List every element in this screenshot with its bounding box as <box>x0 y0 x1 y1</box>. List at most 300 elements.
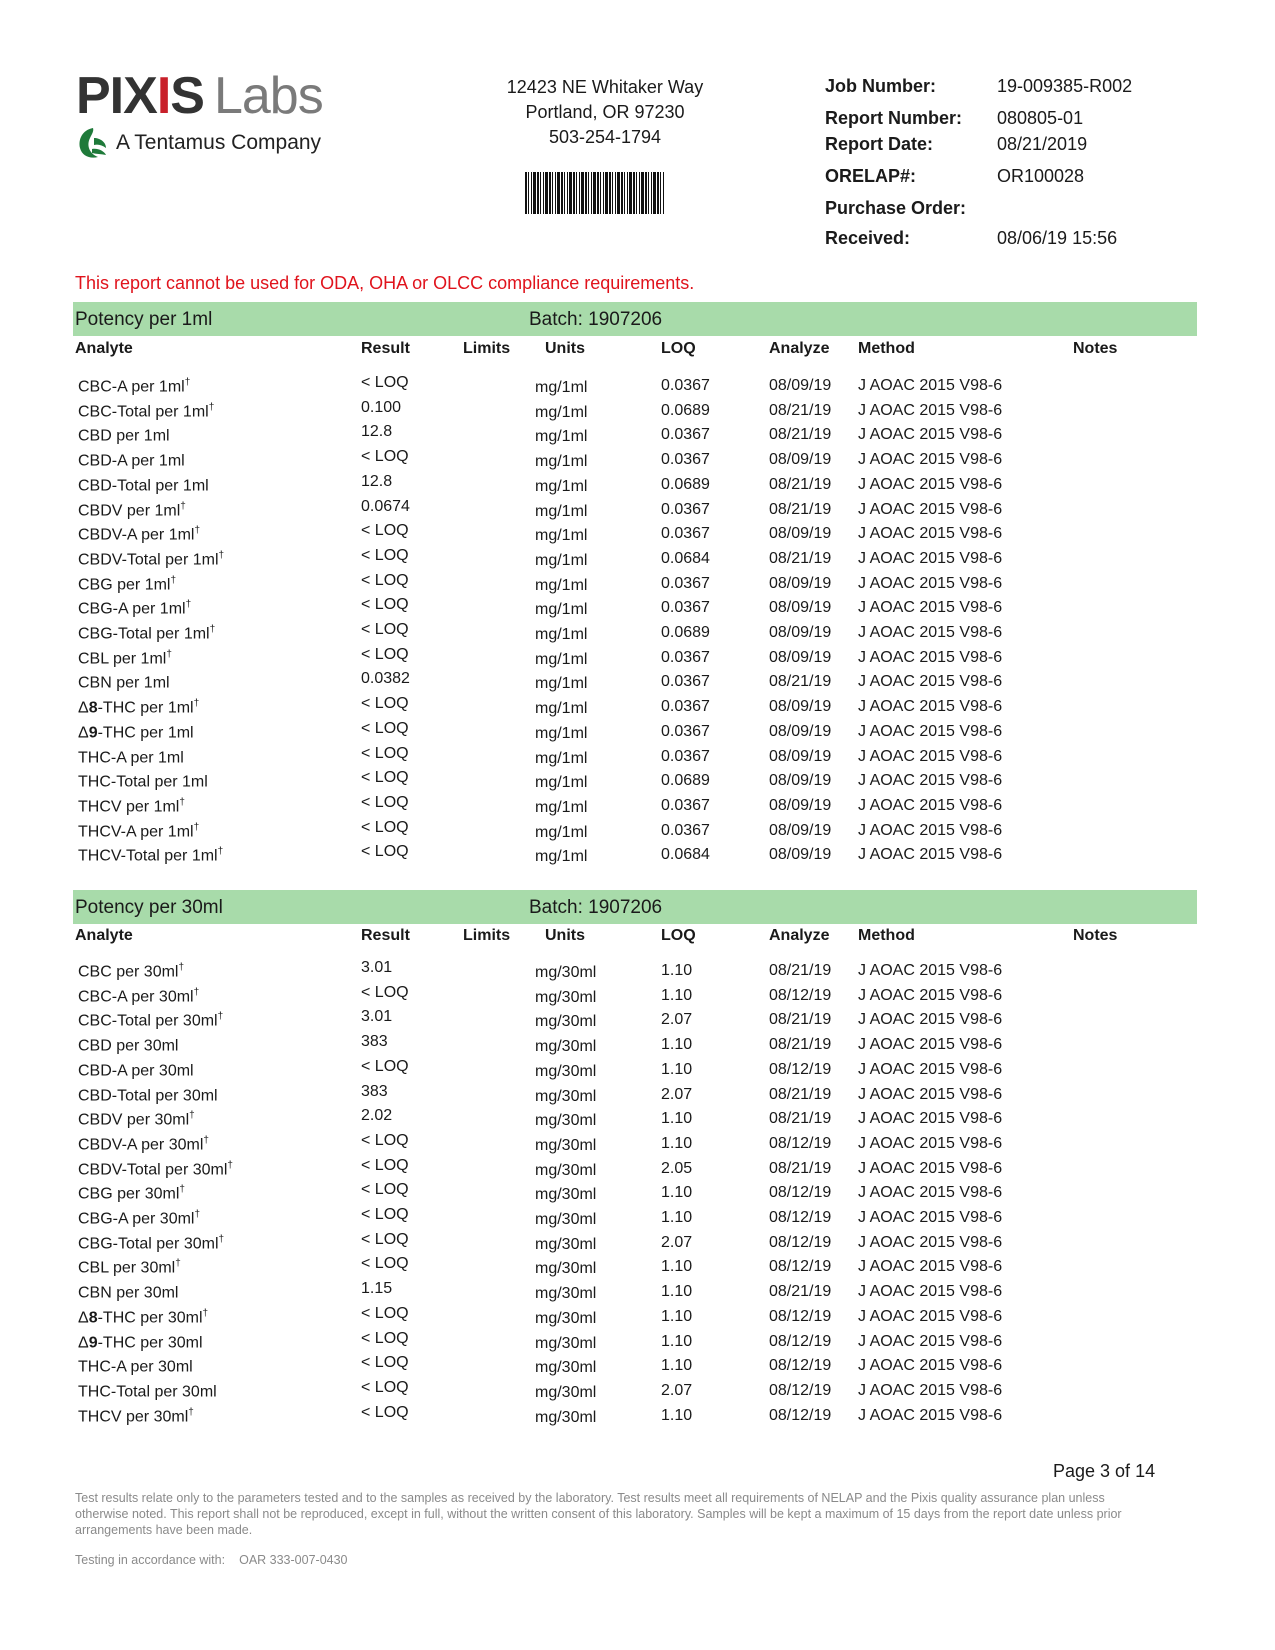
table-row <box>0 1033 1275 1060</box>
units-cell: mg/1ml <box>535 477 588 495</box>
loq-cell: 1.10 <box>661 1036 693 1054</box>
section-batch: Batch: 1907206 <box>529 897 663 918</box>
method-cell: J AOAC 2015 V98-6 <box>858 1159 1003 1177</box>
result-cell: < LOQ <box>361 1354 409 1372</box>
analyze-date-cell: 08/21/19 <box>769 1011 832 1029</box>
analyze-date-cell: 08/21/19 <box>769 549 832 567</box>
units-cell: mg/1ml <box>535 774 588 792</box>
result-cell: < LOQ <box>361 1378 409 1396</box>
loq-cell: 0.0367 <box>661 698 710 716</box>
analyze-date-cell: 08/21/19 <box>769 426 832 444</box>
method-cell: J AOAC 2015 V98-6 <box>858 1134 1003 1152</box>
result-cell: < LOQ <box>361 843 409 861</box>
col-result: Result <box>361 927 410 944</box>
result-cell: 0.100 <box>361 398 402 416</box>
result-cell: < LOQ <box>361 1181 409 1199</box>
loq-cell: 0.0367 <box>661 747 710 765</box>
col-units: Units <box>545 340 585 357</box>
address-phone: 503-254-1794 <box>548 127 662 147</box>
dagger-footnote-mark: † <box>179 796 185 808</box>
analyze-date-cell: 08/12/19 <box>769 1332 832 1350</box>
table-row <box>0 645 1275 673</box>
analyte-cell <box>78 1061 194 1080</box>
analyte-cell <box>78 1308 208 1327</box>
table-row <box>0 1181 1275 1208</box>
analyze-date-cell: 08/12/19 <box>769 1307 832 1325</box>
loq-cell: 0.0367 <box>661 722 710 740</box>
result-cell: < LOQ <box>361 1304 409 1322</box>
analyte-cell <box>78 550 224 569</box>
col-loq: LOQ <box>661 340 696 357</box>
method-cell: J AOAC 2015 V98-6 <box>858 401 1003 419</box>
dagger-footnote-mark: † <box>217 1011 224 1023</box>
units-cell: mg/1ml <box>535 626 588 643</box>
table-row <box>0 1131 1275 1159</box>
dagger-footnote-mark: † <box>188 1406 194 1418</box>
loq-cell: 1.10 <box>661 962 693 979</box>
loq-cell: 1.10 <box>661 1258 693 1276</box>
analyte-cell <box>78 1135 209 1154</box>
table-row <box>0 423 1275 450</box>
table-row <box>0 1008 1275 1035</box>
table-row <box>0 719 1275 747</box>
units-cell: mg/1ml <box>535 675 588 693</box>
result-cell: 12.8 <box>361 472 393 490</box>
table-row <box>0 472 1275 500</box>
method-cell: J AOAC 2015 V98-6 <box>858 1283 1003 1301</box>
loq-cell: 2.07 <box>661 1085 693 1103</box>
table-row <box>0 670 1275 697</box>
analyte-cell <box>78 1160 233 1179</box>
table-row <box>0 1354 1275 1381</box>
method-cell: J AOAC 2015 V98-6 <box>858 1036 1003 1054</box>
analyte-cell <box>78 1234 224 1253</box>
analyte-name: CBD-A per 30ml <box>78 1062 194 1080</box>
method-cell: J AOAC 2015 V98-6 <box>858 549 1003 567</box>
dagger-footnote-mark: † <box>194 1209 201 1220</box>
analyte-cell <box>78 426 170 445</box>
result-cell: 383 <box>361 1082 388 1100</box>
units-cell: mg/30ml <box>535 1260 597 1278</box>
units-cell: mg/30ml <box>535 1186 597 1204</box>
table-row <box>0 1378 1275 1406</box>
analyte-name: THCV per 1ml <box>78 798 180 816</box>
table-row <box>0 793 1275 821</box>
analyte-name: CBDV-A per 1ml <box>78 526 195 544</box>
analyze-date-cell: 08/12/19 <box>769 1184 832 1202</box>
loq-cell: 1.10 <box>661 1110 693 1128</box>
analyte-cell <box>78 1086 218 1105</box>
result-cell: < LOQ <box>361 1255 409 1273</box>
analyze-date-cell: 08/09/19 <box>769 377 832 394</box>
disclaimer-text: Test results relate only to the parameters tested and to the samples as received by the laboratory. Test results meet all requirements of NELAP and the Pixis quality assurance plan unless otherwise noted. This report shall not be reproduced, except in full, without the written consent of this laboratory. Samples will be kept a maximum of 15 days from the report date unless prior arrangements have been made. <box>75 1491 1122 1537</box>
analyte-name: THC-A per 1ml <box>78 748 184 766</box>
meta-orelap: ORELAP#: OR100028 <box>825 166 1085 186</box>
analyze-date-cell: 08/21/19 <box>769 962 832 979</box>
analyte-cell <box>78 962 184 981</box>
analyze-date-cell: 08/21/19 <box>769 673 832 691</box>
analyte-cell <box>78 1258 181 1277</box>
result-cell: < LOQ <box>361 1057 409 1075</box>
units-cell: mg/30ml <box>535 1408 597 1426</box>
dagger-footnote-mark: † <box>170 574 177 586</box>
table-row <box>0 571 1275 599</box>
col-loq: LOQ <box>661 927 696 944</box>
dagger-footnote-mark: † <box>193 821 200 833</box>
method-cell: J AOAC 2015 V98-6 <box>858 624 1003 641</box>
analyte-cell <box>78 1209 200 1228</box>
loq-cell: 2.07 <box>661 1381 693 1399</box>
meta-received: Received: 08/06/19 15:56 <box>825 228 1118 248</box>
units-cell: mg/30ml <box>535 1038 597 1056</box>
analyte-name: Δ9-THC per 30ml <box>78 1333 203 1351</box>
units-cell: mg/1ml <box>535 502 588 520</box>
analyze-date-cell: 08/09/19 <box>769 747 832 765</box>
analyte-name: CBN per 1ml <box>78 674 170 692</box>
table-row <box>0 596 1275 623</box>
units-cell: mg/30ml <box>535 1013 597 1031</box>
section-title: Potency per 1ml <box>75 309 213 330</box>
address-street: 12423 NE Whitaker Way <box>506 77 704 97</box>
logo-tagline-row <box>76 126 376 160</box>
table-row <box>0 1230 1275 1258</box>
analyte-cell <box>78 1333 203 1352</box>
method-cell: J AOAC 2015 V98-6 <box>858 1258 1003 1276</box>
analyte-name: Δ9-THC per 1ml <box>78 724 194 742</box>
analyte-name: CBG per 1ml <box>78 575 171 593</box>
barcode-icon <box>525 172 665 214</box>
analyze-date-cell: 08/21/19 <box>769 1110 832 1128</box>
dagger-footnote-mark: † <box>175 1258 181 1270</box>
method-cell: J AOAC 2015 V98-6 <box>858 377 1003 394</box>
analyte-name: CBN per 30ml <box>78 1284 179 1302</box>
method-cell: J AOAC 2015 V98-6 <box>858 1011 1003 1029</box>
loq-cell: 1.10 <box>661 1134 693 1152</box>
analyte-name: Δ8-THC per 1ml <box>78 699 194 717</box>
units-cell: mg/1ml <box>535 403 588 421</box>
analyte-cell <box>78 797 185 816</box>
table-row <box>0 983 1275 1011</box>
analyte-cell <box>78 575 176 594</box>
analyte-cell <box>78 772 208 791</box>
loq-cell: 0.0684 <box>661 846 710 864</box>
units-cell: mg/30ml <box>535 1161 597 1179</box>
result-cell: 0.0382 <box>361 670 410 688</box>
dagger-footnote-mark: † <box>203 1134 209 1146</box>
result-cell: < LOQ <box>361 645 409 663</box>
logo-wordmark: PIXIS Labs <box>76 67 323 125</box>
meta-report-date: Report Date: 08/21/2019 <box>825 134 1088 154</box>
analyte-cell <box>78 1011 223 1030</box>
units-cell: mg/1ml <box>535 798 588 816</box>
loq-cell: 0.0367 <box>661 673 710 691</box>
units-cell: mg/1ml <box>535 700 588 718</box>
units-cell: mg/30ml <box>535 1235 597 1253</box>
loq-cell: 1.10 <box>661 1406 693 1424</box>
loq-cell: 0.0367 <box>661 648 710 666</box>
loq-cell: 1.10 <box>661 1332 693 1350</box>
analyte-cell <box>78 822 199 841</box>
analyze-date-cell: 08/12/19 <box>769 1258 832 1276</box>
units-cell: mg/1ml <box>535 379 588 396</box>
analyze-date-cell: 08/12/19 <box>769 1060 832 1078</box>
analyte-cell <box>78 1357 193 1376</box>
analyte-cell <box>78 1184 185 1203</box>
method-cell: J AOAC 2015 V98-6 <box>858 962 1003 979</box>
units-cell: mg/1ml <box>535 576 588 594</box>
method-cell: J AOAC 2015 V98-6 <box>858 1381 1003 1399</box>
table-row <box>0 546 1275 574</box>
analyte-cell <box>78 987 199 1006</box>
units-cell: mg/1ml <box>535 551 588 569</box>
analyze-date-cell: 08/12/19 <box>769 1209 832 1226</box>
meta-purchase-order: Purchase Order: <box>825 198 967 218</box>
table-row <box>0 374 1275 401</box>
analyte-name: CBDV-Total per 30ml <box>78 1160 228 1178</box>
method-cell: J AOAC 2015 V98-6 <box>858 1357 1003 1375</box>
analyze-date-cell: 08/12/19 <box>769 1233 832 1251</box>
table-row <box>0 448 1275 475</box>
table-row <box>0 818 1275 846</box>
meta-report-number: Report Number: 080805-01 <box>825 108 1084 128</box>
pixis-labs-logo <box>76 67 376 160</box>
analyte-name: CBG per 30ml <box>78 1185 180 1203</box>
method-cell: J AOAC 2015 V98-6 <box>858 1060 1003 1078</box>
result-cell: < LOQ <box>361 983 409 1001</box>
loq-cell: 0.0689 <box>661 475 710 493</box>
loq-cell: 0.0367 <box>661 500 710 518</box>
table-row <box>0 1057 1275 1085</box>
method-cell: J AOAC 2015 V98-6 <box>858 986 1003 1004</box>
col-notes: Notes <box>1073 340 1118 357</box>
result-cell: < LOQ <box>361 719 409 737</box>
method-cell: J AOAC 2015 V98-6 <box>858 648 1003 666</box>
col-method: Method <box>858 340 915 357</box>
analyze-date-cell: 08/21/19 <box>769 475 832 493</box>
analyze-date-cell: 08/12/19 <box>769 1357 832 1375</box>
analyze-date-cell: 08/09/19 <box>769 648 832 666</box>
analyte-name: CBC-Total per 30ml <box>78 1012 218 1030</box>
method-cell: J AOAC 2015 V98-6 <box>858 772 1003 790</box>
table-row <box>0 621 1275 648</box>
table-row <box>0 843 1275 870</box>
section-batch: Batch: 1907206 <box>529 309 663 330</box>
table-row <box>0 522 1275 549</box>
analyte-name: CBL per 1ml <box>78 650 167 668</box>
result-cell: < LOQ <box>361 769 409 787</box>
dagger-footnote-mark: † <box>185 599 192 611</box>
loq-cell: 0.0689 <box>661 772 710 790</box>
analyte-cell <box>78 377 190 396</box>
result-cell: 3.01 <box>361 1008 393 1026</box>
analyte-name: THCV-Total per 1ml <box>78 847 218 865</box>
method-cell: J AOAC 2015 V98-6 <box>858 747 1003 765</box>
analyte-cell <box>78 476 209 495</box>
analyte-name: CBL per 30ml <box>78 1259 176 1277</box>
units-cell: mg/1ml <box>535 453 588 471</box>
units-cell: mg/30ml <box>535 1359 597 1377</box>
analyte-cell <box>78 1407 194 1426</box>
col-analyte: Analyte <box>75 340 133 357</box>
method-cell: J AOAC 2015 V98-6 <box>858 1406 1003 1424</box>
analyze-date-cell: 08/21/19 <box>769 1283 832 1301</box>
analyte-name: CBDV-A per 30ml <box>78 1136 204 1154</box>
logo-tagline: A Tentamus Company <box>116 131 322 154</box>
units-cell: mg/30ml <box>535 1112 597 1130</box>
analyte-cell <box>78 673 170 692</box>
dagger-footnote-mark: † <box>218 1233 225 1245</box>
testing-value: OAR 333-007-0430 <box>239 1553 348 1567</box>
method-cell: J AOAC 2015 V98-6 <box>858 722 1003 740</box>
dagger-footnote-mark: † <box>189 1110 195 1122</box>
analyze-date-cell: 08/12/19 <box>769 1134 832 1152</box>
analyte-cell <box>78 451 185 470</box>
loq-cell: 0.0367 <box>661 821 710 839</box>
method-cell: J AOAC 2015 V98-6 <box>858 673 1003 691</box>
analyte-name: CBG-Total per 1ml <box>78 625 210 643</box>
analyze-date-cell: 08/09/19 <box>769 624 832 641</box>
loq-cell: 1.10 <box>661 1184 693 1202</box>
analyze-date-cell: 08/21/19 <box>769 1036 832 1054</box>
analyze-date-cell: 08/09/19 <box>769 574 832 592</box>
analyze-date-cell: 08/12/19 <box>769 986 832 1004</box>
result-cell: < LOQ <box>361 1403 409 1421</box>
analyte-name: CBD per 1ml <box>78 427 170 445</box>
lab-address <box>470 75 740 150</box>
dagger-footnote-mark: † <box>193 698 200 710</box>
analyte-cell <box>78 525 200 544</box>
table-row <box>0 1403 1275 1431</box>
analyze-date-cell: 08/09/19 <box>769 722 832 740</box>
result-cell: < LOQ <box>361 571 409 589</box>
analyte-name: THCV per 30ml <box>78 1407 189 1425</box>
analyze-date-cell: 08/21/19 <box>769 401 832 419</box>
analyze-date-cell: 08/09/19 <box>769 796 832 814</box>
analyte-name: CBC per 30ml <box>78 963 179 981</box>
result-cell: 0.0674 <box>361 497 410 515</box>
analyte-cell <box>78 1036 178 1055</box>
method-cell: J AOAC 2015 V98-6 <box>858 821 1003 839</box>
analyze-date-cell: 08/09/19 <box>769 821 832 839</box>
analyte-name: THC-A per 30ml <box>78 1358 193 1376</box>
method-cell: J AOAC 2015 V98-6 <box>858 1233 1003 1251</box>
table-row <box>0 769 1275 796</box>
loq-cell: 0.0367 <box>661 599 710 617</box>
dagger-footnote-mark: † <box>180 500 186 512</box>
method-cell: J AOAC 2015 V98-6 <box>858 1307 1003 1325</box>
col-limits: Limits <box>463 340 511 357</box>
method-cell: J AOAC 2015 V98-6 <box>858 574 1003 592</box>
table-row <box>0 1107 1275 1134</box>
loq-cell: 1.10 <box>661 1283 693 1301</box>
dagger-footnote-mark: † <box>179 1184 185 1196</box>
table-row <box>0 398 1275 426</box>
analyze-date-cell: 08/09/19 <box>769 525 832 543</box>
loq-cell: 2.07 <box>661 1011 693 1029</box>
units-cell: mg/1ml <box>535 650 588 668</box>
result-cell: < LOQ <box>361 1230 409 1248</box>
loq-cell: 0.0689 <box>661 401 710 419</box>
units-cell: mg/30ml <box>535 1087 597 1105</box>
analyte-cell <box>78 624 215 643</box>
section-title: Potency per 30ml <box>75 897 223 918</box>
analyze-date-cell: 08/21/19 <box>769 1159 832 1177</box>
table-row <box>0 1206 1275 1233</box>
analyze-date-cell: 08/09/19 <box>769 599 832 617</box>
result-cell: < LOQ <box>361 448 409 466</box>
units-cell: mg/30ml <box>535 1334 597 1352</box>
loq-cell: 2.07 <box>661 1233 693 1251</box>
table-row <box>0 1156 1275 1184</box>
result-cell: < LOQ <box>361 1131 409 1149</box>
analyte-name: Δ8-THC per 30ml <box>78 1309 203 1327</box>
section-header-per-1ml <box>73 302 1197 336</box>
units-cell: mg/1ml <box>535 848 588 866</box>
result-cell: 383 <box>361 1033 388 1051</box>
units-cell: mg/30ml <box>535 1309 597 1327</box>
dagger-footnote-mark: † <box>184 377 191 388</box>
method-cell: J AOAC 2015 V98-6 <box>858 451 1003 469</box>
method-cell: J AOAC 2015 V98-6 <box>858 1085 1003 1103</box>
col-analyze: Analyze <box>769 927 830 944</box>
table-row <box>0 1329 1275 1357</box>
analyte-cell <box>78 846 223 865</box>
method-cell: J AOAC 2015 V98-6 <box>858 1209 1003 1226</box>
method-cell: J AOAC 2015 V98-6 <box>858 796 1003 814</box>
analyze-date-cell: 08/09/19 <box>769 451 832 469</box>
page-number: Page 3 of 14 <box>1053 1461 1156 1481</box>
loq-cell: 1.10 <box>661 1060 693 1078</box>
loq-cell: 0.0367 <box>661 574 710 592</box>
analyte-name: CBG-A per 30ml <box>78 1210 195 1228</box>
analyte-cell <box>78 501 186 520</box>
dagger-footnote-mark: † <box>202 1307 209 1319</box>
method-cell: J AOAC 2015 V98-6 <box>858 599 1003 617</box>
method-cell: J AOAC 2015 V98-6 <box>858 1332 1003 1350</box>
analyte-cell <box>78 402 214 421</box>
dagger-footnote-mark: † <box>208 401 215 413</box>
loq-cell: 0.0367 <box>661 525 710 543</box>
units-cell: mg/1ml <box>535 601 588 619</box>
testing-standard <box>75 1553 348 1567</box>
section-header-per-30ml <box>73 890 1197 924</box>
dagger-footnote-mark: † <box>218 549 225 561</box>
result-cell: < LOQ <box>361 1156 409 1174</box>
analyze-date-cell: 08/21/19 <box>769 1085 832 1103</box>
analyze-date-cell: 08/21/19 <box>769 500 832 518</box>
loq-cell: 0.0689 <box>661 624 710 641</box>
loq-cell: 2.05 <box>661 1159 693 1177</box>
analyte-name: CBG-A per 1ml <box>78 600 186 618</box>
col-analyte: Analyte <box>75 927 133 944</box>
analyte-name: THCV-A per 1ml <box>78 822 194 840</box>
units-cell: mg/30ml <box>535 1285 597 1303</box>
analyte-cell <box>78 649 172 668</box>
analyte-name: CBC-A per 30ml <box>78 988 194 1006</box>
result-cell: < LOQ <box>361 1329 409 1347</box>
analyte-name: CBC-Total per 1ml <box>78 403 209 421</box>
dagger-footnote-mark: † <box>193 986 200 998</box>
table-row <box>0 695 1275 722</box>
dagger-footnote-mark: † <box>166 648 172 660</box>
method-cell: J AOAC 2015 V98-6 <box>858 846 1003 864</box>
units-cell: mg/1ml <box>535 823 588 841</box>
result-cell: < LOQ <box>361 1206 409 1223</box>
result-cell: < LOQ <box>361 744 409 762</box>
loq-cell: 1.10 <box>661 1209 693 1226</box>
analyte-name: CBD-A per 1ml <box>78 452 185 470</box>
loq-cell: 0.0367 <box>661 426 710 444</box>
